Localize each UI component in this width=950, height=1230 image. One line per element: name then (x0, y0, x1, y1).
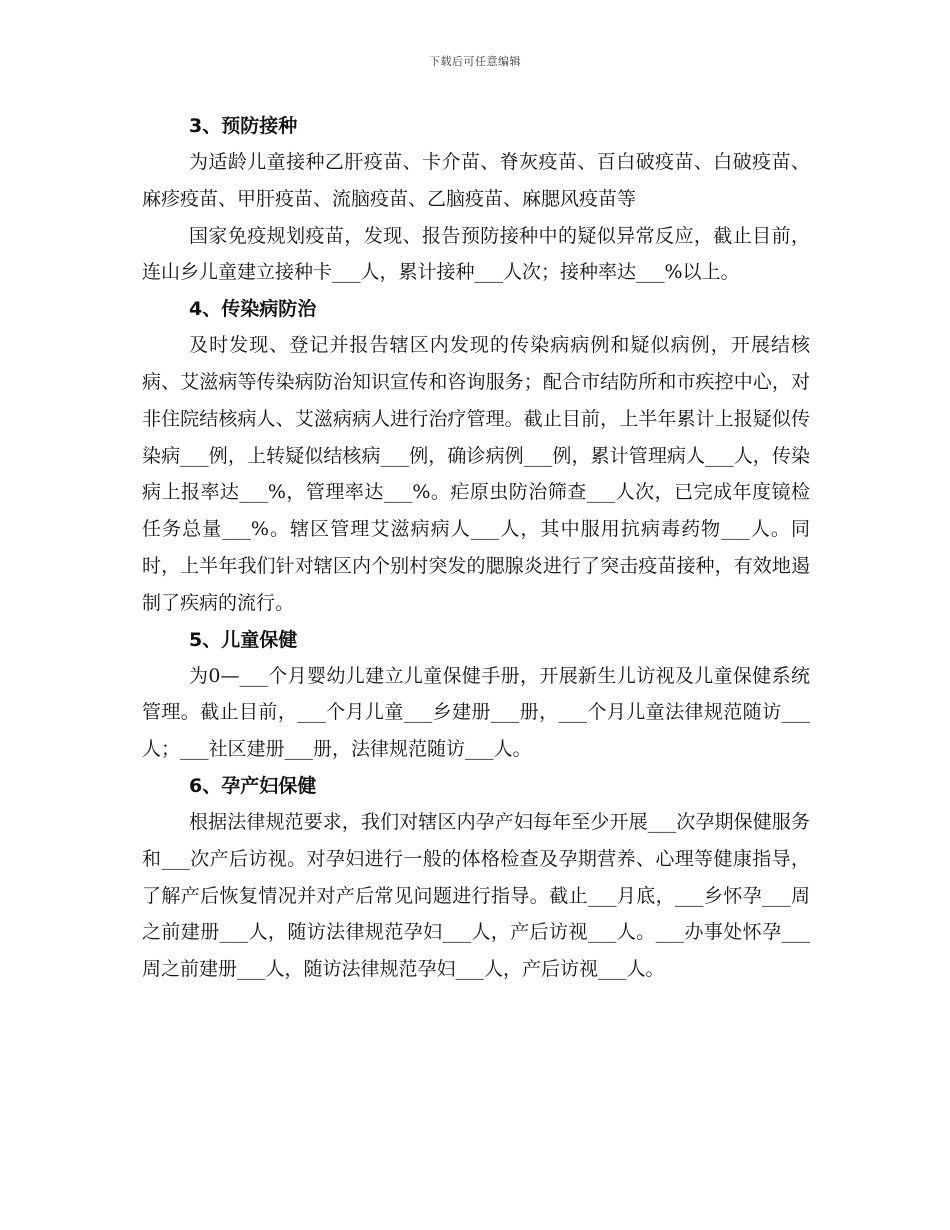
section-paragraph: 及时发现、登记并报告辖区内发现的传染病病例和疑似病例，开展结核病、艾滋病等传染病防治知识宣传和咨询服务；配合市结防所和市疾控中心，对非住院结核病人、艾滋病病人进行治疗管理。截止目前，上半年累计上报疑似传染病___例，上转疑似结核病___例，确诊病例___例，累计管理病人___人，传染病上报率达___%，管理率达___%。疟原虫防治筛查___人次，已完成年度镜检任务总量___%。辖区管理艾滋病病人___人，其中服用抗病毒药物___人。同时，上半年我们针对辖区内个别村突发的腮腺炎进行了突击疫苗接种，有效地遏制了疾病的流行。 (142, 334, 810, 614)
section-vaccination (142, 108, 810, 291)
section-paragraph: 为适龄儿童接种乙肝疫苗、卡介苗、脊灰疫苗、百白破疫苗、白破疫苗、麻疹疫苗、甲肝疫苗、流脑疫苗、乙脑疫苗、麻腮风疫苗等 (142, 151, 810, 210)
section-maternal-health (142, 768, 810, 988)
section-paragraph: 为0—___个月婴幼儿建立儿童保健手册，开展新生儿访视及儿童保健系统管理。截止目前，___个月儿童___乡建册___册，___个月儿童法律规范随访___人；___社区建册___册，法律规范随访___人。 (142, 664, 810, 761)
page-header: 下载后可任意编辑 (429, 55, 521, 68)
section-child-health (142, 622, 810, 768)
section-heading: 5、儿童保健 (189, 628, 298, 651)
section-heading: 6、孕产妇保健 (189, 774, 317, 797)
document-body (142, 108, 810, 988)
section-heading: 4、传染病防治 (189, 298, 317, 321)
section-paragraph: 根据法律规范要求，我们对辖区内孕产妇每年至少开展___次孕期保健服务和___次产后访视。对孕妇进行一般的体格检查及孕期营养、心理等健康指导，了解产后恢复情况并对产后常见问题进行指导。截止___月底，___乡怀孕___周之前建册___人，随访法律规范孕妇___人，产后访视___人。___办事处怀孕___周之前建册___人，随访法律规范孕妇___人，产后访视___人。 (142, 810, 810, 981)
section-heading: 3、预防接种 (189, 115, 298, 137)
section-paragraph: 国家免疫规划疫苗，发现、报告预防接种中的疑似异常反应，截止目前，连山乡儿童建立接种卡___人，累计接种___人次；接种率达___%以上。 (142, 224, 810, 284)
section-infectious-disease (142, 291, 810, 621)
